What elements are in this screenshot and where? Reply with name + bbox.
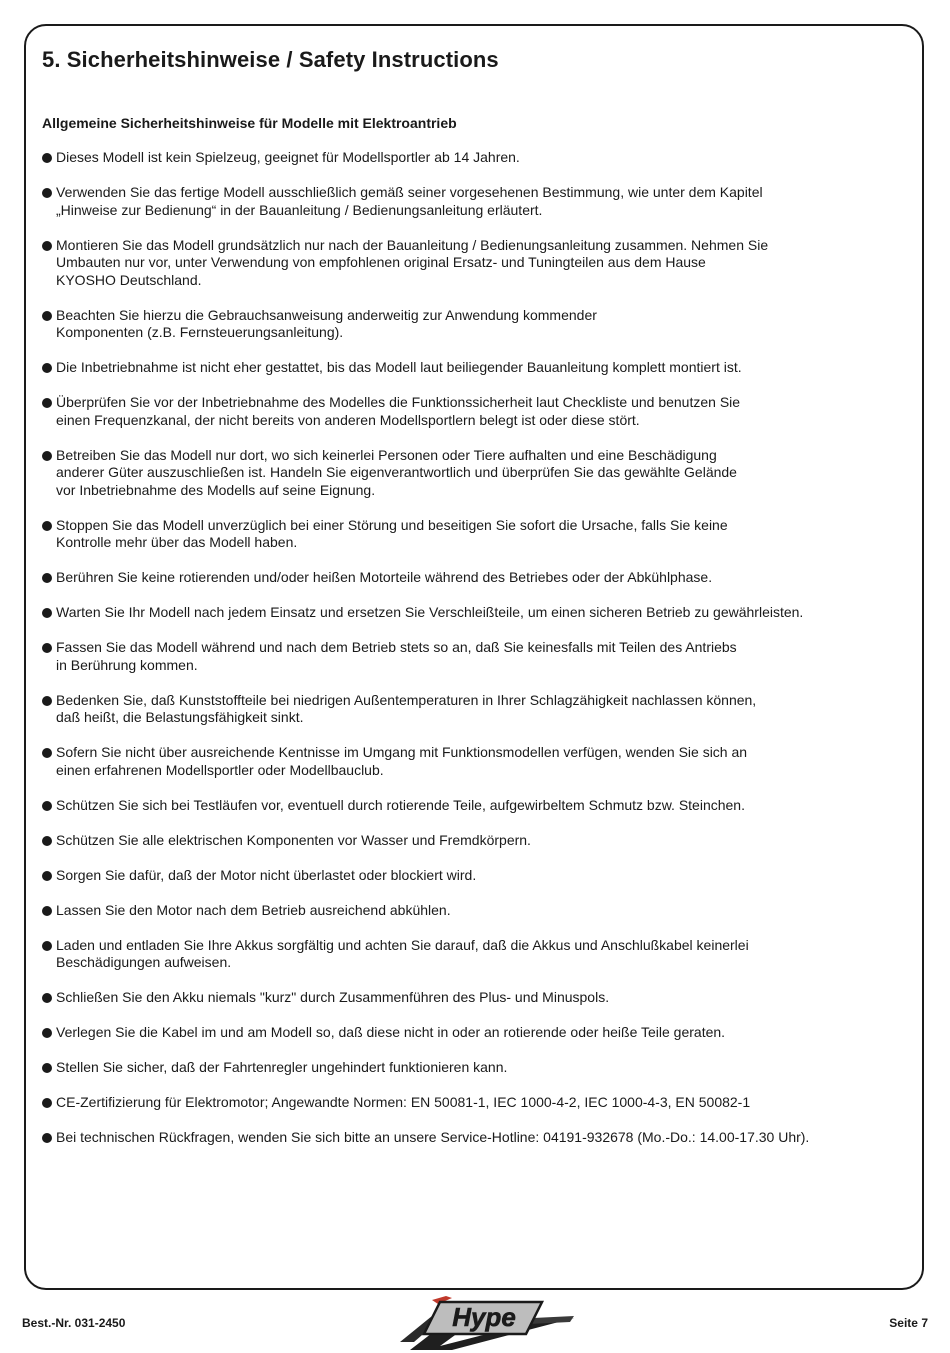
logo-wordmark: Hype: [452, 1302, 516, 1332]
list-item: [42, 359, 902, 377]
list-item-text: Lassen Sie den Motor nach dem Betrieb ausreichend abkühlen.: [56, 901, 451, 918]
order-number: Best.-Nr. 031-2450: [22, 1316, 126, 1330]
list-item-text: Überprüfen Sie vor der Inbetriebnahme des Modelles die Funktionssicherheit laut Checkliste und benutzen Sie einen Frequenzkanal, der nicht bereits von anderen Modellsportlern belegt ist oder diese stört.: [56, 394, 741, 428]
bullet-icon: [42, 906, 52, 916]
list-item-text: Bedenken Sie, daß Kunststoffteile bei niedrigen Außentemperaturen in Ihrer Schlagzähigkeit nachlassen können, daß heißt, die Belastungsfähigkeit sinkt.: [56, 691, 757, 725]
bullet-icon: [42, 363, 52, 373]
bullet-icon: [42, 608, 52, 618]
bullet-icon: [42, 643, 52, 653]
list-item: [42, 744, 902, 779]
list-item-text: Schützen Sie alle elektrischen Komponenten vor Wasser und Fremdkörpern.: [56, 831, 531, 848]
list-item: [42, 307, 902, 342]
list-item: [42, 902, 902, 920]
list-item-text: Dieses Modell ist kein Spielzeug, geeignet für Modellsportler ab 14 Jahren.: [56, 149, 520, 165]
bullet-icon: [42, 993, 52, 1003]
list-item-text: Montieren Sie das Modell grundsätzlich nur nach der Bauanleitung / Bedienungsanleitung zusammen. Nehmen Sie Umbauten nur vor, unter Verwendung von empfohlenen original Ersatz- und Tuningteilen aus dem Hause KYOSHO Deutschland.: [56, 236, 769, 288]
list-item: [42, 797, 902, 815]
list-item: [42, 989, 902, 1007]
list-item: [42, 867, 902, 885]
list-item-text: Verwenden Sie das fertige Modell ausschließlich gemäß seiner vorgesehenen Bestimmung, wie unter dem Kapitel „Hinweise zur Bedienung“ in der Bauanleitung / Bedienungsanleitung erläutert.: [56, 184, 763, 218]
list-item: [42, 1094, 902, 1112]
list-item: [42, 149, 902, 167]
section-subtitle: Allgemeine Sicherheitshinweise für Modelle mit Elektroantrieb: [42, 115, 457, 131]
list-item: [42, 832, 902, 850]
list-item-text: Berühren Sie keine rotierenden und/oder heißen Motorteile während des Betriebes oder der Abkühlphase.: [56, 569, 713, 585]
safety-instruction-list: [42, 149, 902, 1164]
list-item: [42, 184, 902, 219]
bullet-icon: [42, 573, 52, 583]
list-item: [42, 639, 902, 674]
bullet-icon: [42, 241, 52, 251]
bullet-icon: [42, 1028, 52, 1038]
list-item: [42, 1024, 902, 1042]
list-item-text: Schließen Sie den Akku niemals "kurz" durch Zusammenführen des Plus- und Minuspols.: [56, 989, 610, 1005]
list-item-text: Schützen Sie sich bei Testläufen vor, eventuell durch rotierende Teile, aufgewirbeltem Schmutz bzw. Steinchen.: [56, 796, 745, 813]
list-item-text: Beachten Sie hierzu die Gebrauchsanweisung anderweitig zur Anwendung kommender Komponenten (z.B. Fernsteuerungsanleitung).: [56, 306, 597, 340]
list-item-text: Sorgen Sie dafür, daß der Motor nicht überlastet oder blockiert wird.: [56, 866, 477, 883]
bullet-icon: [42, 801, 52, 811]
list-item: [42, 447, 902, 500]
list-item-text: Sofern Sie nicht über ausreichende Kentnisse im Umgang mit Funktionsmodellen verfügen, wenden Sie sich an einen erfahrenen Modellsportler oder Modellbauclub.: [56, 744, 748, 778]
bullet-icon: [42, 871, 52, 881]
list-item: [42, 1059, 902, 1077]
bullet-icon: [42, 941, 52, 951]
bullet-icon: [42, 696, 52, 706]
bullet-icon: [42, 398, 52, 408]
list-item: [42, 569, 902, 587]
list-item: [42, 604, 902, 622]
bullet-icon: [42, 748, 52, 758]
list-item-text: Bei technischen Rückfragen, wenden Sie sich bitte an unsere Service-Hotline: 04191-932678 (Mo.-Do.: 14.00-17.30 Uhr).: [56, 1129, 810, 1145]
list-item: [42, 517, 902, 552]
list-item: [42, 937, 902, 972]
list-item-text: Fassen Sie das Modell während und nach dem Betrieb stets so an, daß Sie keinesfalls mit Teilen des Antriebs in Berührung kommen.: [56, 639, 737, 673]
list-item: [42, 237, 902, 290]
list-item-text: Stellen Sie sicher, daß der Fahrtenregler ungehindert funktionieren kann.: [56, 1059, 508, 1075]
bullet-icon: [42, 521, 52, 531]
bullet-icon: [42, 311, 52, 321]
hype-logo: [392, 1294, 576, 1353]
list-item-text: Warten Sie Ihr Modell nach jedem Einsatz und ersetzen Sie Verschleißteile, um einen sicheren Betrieb zu gewährleisten.: [56, 604, 804, 620]
bullet-icon: [42, 188, 52, 198]
list-item-text: Die Inbetriebnahme ist nicht eher gestattet, bis das Modell laut beiliegender Bauanleitung komplett montiert ist.: [56, 359, 742, 375]
page-title: 5. Sicherheitshinweise / Safety Instructions: [42, 47, 499, 72]
bullet-icon: [42, 153, 52, 163]
list-item-text: CE-Zertifizierung für Elektromotor; Angewandte Normen: EN 50081-1, IEC 1000-4-2, IEC 1000-4-3, EN 50082-1: [56, 1094, 751, 1110]
bullet-icon: [42, 1098, 52, 1108]
list-item-text: Laden und entladen Sie Ihre Akkus sorgfältig und achten Sie darauf, daß die Akkus und Anschlußkabel keinerlei Beschädigungen aufweisen.: [56, 936, 749, 970]
list-item: [42, 692, 902, 727]
list-item-text: Verlegen Sie die Kabel im und am Modell so, daß diese nicht in oder an rotierende oder heiße Teile geraten.: [56, 1024, 726, 1040]
page-number: Seite 7: [889, 1316, 928, 1330]
list-item: [42, 1129, 902, 1147]
bullet-icon: [42, 451, 52, 461]
list-item-text: Stoppen Sie das Modell unverzüglich bei einer Störung und beseitigen Sie sofort die Ursache, falls Sie keine Kontrolle mehr über das Modell haben.: [56, 516, 728, 550]
bullet-icon: [42, 1133, 52, 1143]
bullet-icon: [42, 836, 52, 846]
list-item: [42, 394, 902, 429]
bullet-icon: [42, 1063, 52, 1073]
list-item-text: Betreiben Sie das Modell nur dort, wo sich keinerlei Personen oder Tiere aufhalten und eine Beschädigung anderer Güter auszuschließen ist. Handeln Sie eigenverantwortlich und überprüfen Sie das gewählte Gelände vor Inbetriebnahme des Modells auf seine Eignung.: [56, 446, 737, 498]
